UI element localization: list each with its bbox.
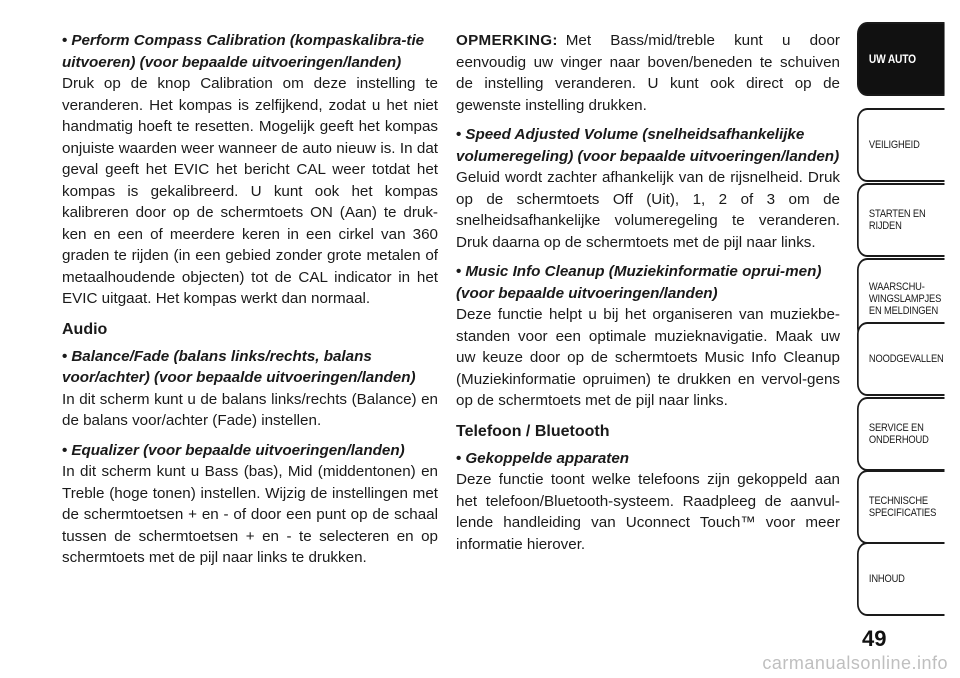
- tab-starten-en-rijden[interactable]: STARTEN EN RIJDEN: [857, 183, 945, 257]
- equalizer-title: [62, 440, 438, 462]
- note-paragraph: [456, 30, 840, 116]
- balance-fade-body: In dit scherm kunt u de balans links/rechts (Balance) en de balans voor/achter (Fade) instellen.: [62, 390, 438, 429]
- paired-devices-body: Deze functie toont welke telefoons zijn gekoppeld aan het telefoon/Bluetooth-systeem. Raadpleeg de aanvul-lende handleiding van Uconnect Touch™ voor meer informatie hierover.: [456, 471, 840, 553]
- phone-heading: Telefoon / Bluetooth: [456, 422, 610, 440]
- compass-title-text: Perform Compass Calibration (kompaskalibra-tie uitvoeren) (voor bepaalde uitvoeringen/landen): [62, 32, 425, 71]
- speed-volume-title: [456, 124, 840, 167]
- right-column: [456, 30, 840, 555]
- tab-veiligheid[interactable]: VEILIGHEID: [857, 108, 945, 182]
- page-number: 49: [862, 626, 887, 651]
- tab-uw-auto[interactable]: UW AUTO: [857, 22, 945, 96]
- tab-waarschuwingslampjes[interactable]: WAARSCHU- WINGSLAMPJES EN MELDINGEN: [857, 258, 945, 340]
- tab-noodgevallen[interactable]: NOODGEVALLEN: [857, 322, 945, 396]
- music-info-body: Deze functie helpt u bij het organiseren van muziekbe-standen voor een optimale muzieknavigatie. Maak uw uw keuze door op de schermtoets Music Info Cleanup (Muziekinformatie opruimen) te drukken en vervol-gens op de schermtoets met de pijl naar links.: [456, 306, 840, 409]
- music-info-title-text: Music Info Cleanup (Muziekinformatie oprui-men) (voor bepaalde uitvoeringen/landen): [456, 263, 822, 302]
- bullet: •: [62, 32, 68, 49]
- left-column: [62, 30, 438, 569]
- balance-title-text: Balance/Fade (balans links/rechts, balans voor/achter) (voor bepaalde uitvoeringen/landen): [62, 347, 416, 386]
- paired-title-text: Gekoppelde apparaten: [465, 449, 630, 467]
- speed-volume-body: Geluid wordt zachter afhankelijk van de rijsnelheid. Druk op de schermtoets Off (Uit), 1, 2 of 3 om de snelheidsafhankelijke volumeregeling te veranderen. Druk daarna op de schermtoets met de pijl naar links.: [456, 169, 840, 251]
- audio-heading: Audio: [62, 320, 108, 338]
- section-tabs: [857, 0, 960, 678]
- equalizer-body: In dit scherm kunt u Bass (bas), Mid (middentonen) en Treble (hoge tonen) instellen. Wijzig de instellingen met de schermtoetsen + en - of door een punt op de schaal tussen de schermtoetsen + en - te selecteren en op schermtoets met de pijl naar links te drukken.: [62, 463, 438, 566]
- watermark: carmanualsonline.info: [762, 653, 948, 673]
- compass-calibration-title: [62, 30, 438, 73]
- paired-devices-title: [456, 448, 840, 470]
- equalizer-title-text: Equalizer (voor bepaalde uitvoeringen/landen): [71, 441, 405, 459]
- bullet: •: [456, 126, 462, 143]
- music-info-title: [456, 261, 840, 304]
- compass-calibration-body: Druk op de knop Calibration om deze instelling te veranderen. Het kompas is zelfijkend, zodat u het niet handmatig hoeft te resetten. Mogelijk geeft het kompas onjuiste waarden weer wanneer de auto nieuw is. In dat geval geeft het EVIC het bericht CAL weer totdat het kompas is gekalibreerd. U kunt ook het kompas kalibreren door op de schermtoets ON (Aan) te druk-ken en een of meerdere keren in een cirkel van 360 graden te rijden (in een gebied zonder grote metalen of metaalhoudende objecten) tot de CAL indicator in het EVIC uitgaat. Het kompas werkt dan normaal.: [62, 75, 438, 307]
- bullet: •: [456, 449, 462, 467]
- note-label: OPMERKING:: [456, 32, 558, 49]
- note-body: Met Bass/mid/treble kunt u door eenvoudig uw vinger naar boven/beneden te schuiven de instelling veranderen. U kunt ook direct op de gewenste instelling drukken.: [456, 32, 840, 114]
- bullet: •: [62, 347, 68, 365]
- tab-inhoud[interactable]: INHOUD: [857, 542, 945, 616]
- bullet: •: [62, 441, 68, 459]
- bullet: •: [456, 263, 462, 280]
- speed-volume-title-text: Speed Adjusted Volume (snelheidsafhankelijke volumeregeling) (voor bepaalde uitvoeringen/landen): [456, 126, 840, 165]
- tab-service-en-onderhoud[interactable]: SERVICE EN ONDERHOUD: [857, 397, 945, 471]
- balance-fade-title: [62, 346, 438, 389]
- tab-technische-specificaties[interactable]: TECHNISCHE SPECIFICATIES: [857, 470, 945, 544]
